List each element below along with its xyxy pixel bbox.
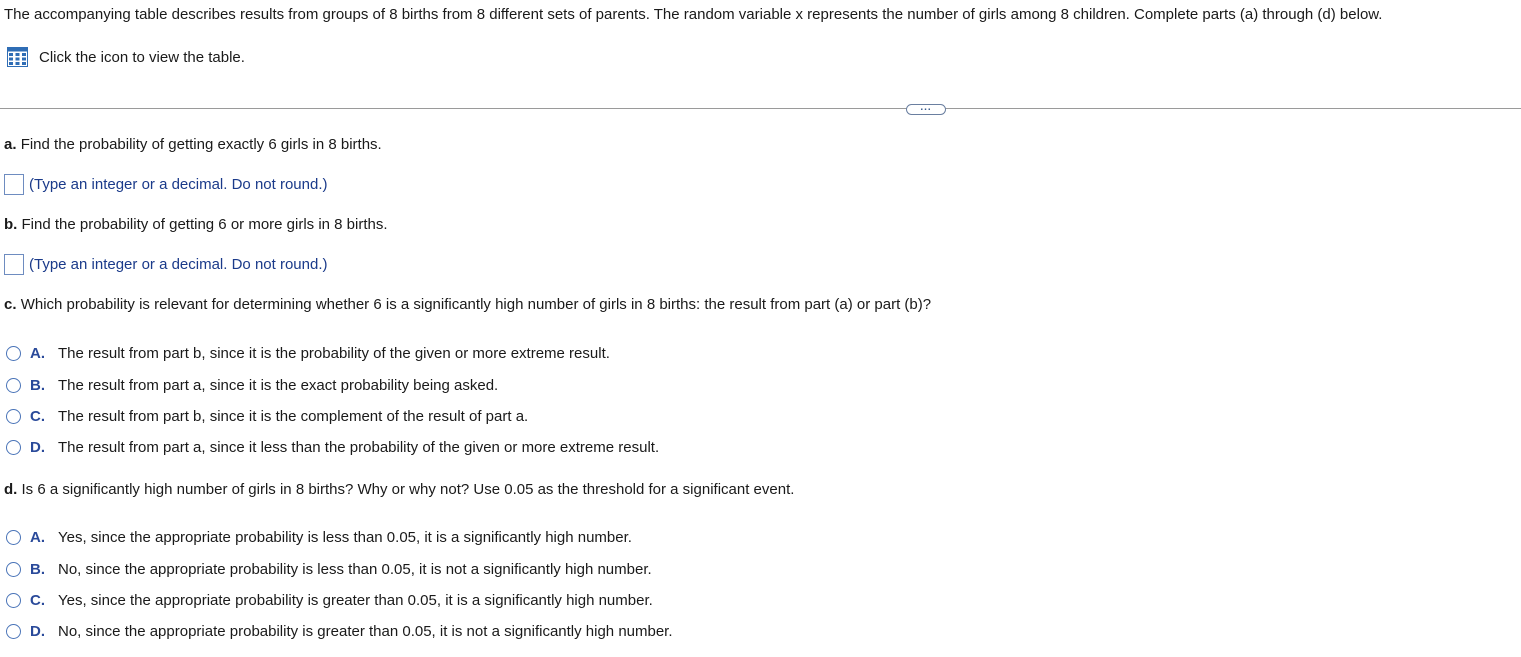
choice-letter: A. <box>30 345 45 362</box>
choice-d-a[interactable] <box>6 529 632 546</box>
radio-button[interactable] <box>6 593 21 608</box>
radio-button[interactable] <box>6 562 21 577</box>
choice-letter: B. <box>30 561 45 578</box>
choice-d-d[interactable] <box>6 623 673 640</box>
radio-button[interactable] <box>6 409 21 424</box>
question-a <box>4 136 382 153</box>
answer-a-input[interactable] <box>4 174 24 195</box>
choice-c-d[interactable] <box>6 439 659 456</box>
choice-c-c[interactable] <box>6 408 528 425</box>
choice-c-a[interactable] <box>6 345 610 362</box>
answer-b-input[interactable] <box>4 254 24 275</box>
section-divider <box>0 108 1521 109</box>
choice-text: The result from part a, since it less than the probability of the given or more extreme result. <box>58 439 660 456</box>
view-table-link[interactable] <box>7 47 245 67</box>
question-d-letter: d. <box>4 481 18 498</box>
radio-button[interactable] <box>6 440 21 455</box>
question-b-text: Find the probability of getting 6 or more girls in 8 births. <box>21 216 388 233</box>
expand-more-button[interactable] <box>906 104 946 115</box>
radio-button[interactable] <box>6 378 21 393</box>
question-c-text: Which probability is relevant for determining whether 6 is a significantly high number of girls in 8 births: the result from part (a) or part (b)? <box>20 296 932 313</box>
radio-button[interactable] <box>6 530 21 545</box>
choice-c-b[interactable] <box>6 377 498 394</box>
radio-button[interactable] <box>6 624 21 639</box>
choice-text: Yes, since the appropriate probability is greater than 0.05, it is a significantly high number. <box>58 592 653 609</box>
question-d-text: Is 6 a significantly high number of girls in 8 births? Why or why not? Use 0.05 as the threshold for a significant event. <box>21 481 795 498</box>
choice-text: The result from part b, since it is the probability of the given or more extreme result. <box>58 345 610 362</box>
table-icon[interactable] <box>7 47 28 67</box>
choice-text: No, since the appropriate probability is greater than 0.05, it is not a significantly high number. <box>58 623 673 640</box>
question-a-text: Find the probability of getting exactly 6 girls in 8 births. <box>20 136 382 153</box>
choice-letter: C. <box>30 408 45 425</box>
problem-intro: The accompanying table describes results from groups of 8 births from 8 different sets of parents. The random variable x represents the number of girls among 8 children. Complete parts (a) through (d) below. <box>4 6 1383 23</box>
ellipsis-icon: ... <box>920 102 932 113</box>
choice-text: The result from part a, since it is the exact probability being asked. <box>58 377 499 394</box>
answer-b-row <box>4 254 328 275</box>
choice-text: The result from part b, since it is the complement of the result of part a. <box>58 408 529 425</box>
answer-b-hint: (Type an integer or a decimal. Do not round.) <box>29 256 328 273</box>
answer-a-hint: (Type an integer or a decimal. Do not round.) <box>29 176 328 193</box>
choice-letter: C. <box>30 592 45 609</box>
question-b <box>4 216 388 233</box>
question-a-letter: a. <box>4 136 17 153</box>
question-c <box>4 296 931 313</box>
question-d <box>4 481 794 498</box>
choice-letter: D. <box>30 439 45 456</box>
radio-button[interactable] <box>6 346 21 361</box>
choice-d-c[interactable] <box>6 592 653 609</box>
choice-letter: A. <box>30 529 45 546</box>
choice-text: No, since the appropriate probability is less than 0.05, it is not a significantly high number. <box>58 561 652 578</box>
question-c-letter: c. <box>4 296 17 313</box>
choice-letter: B. <box>30 377 45 394</box>
choice-d-b[interactable] <box>6 561 652 578</box>
view-table-text[interactable]: Click the icon to view the table. <box>39 48 245 66</box>
question-b-letter: b. <box>4 216 18 233</box>
choice-text: Yes, since the appropriate probability is less than 0.05, it is a significantly high number. <box>58 529 632 546</box>
choice-letter: D. <box>30 623 45 640</box>
answer-a-row <box>4 174 328 195</box>
